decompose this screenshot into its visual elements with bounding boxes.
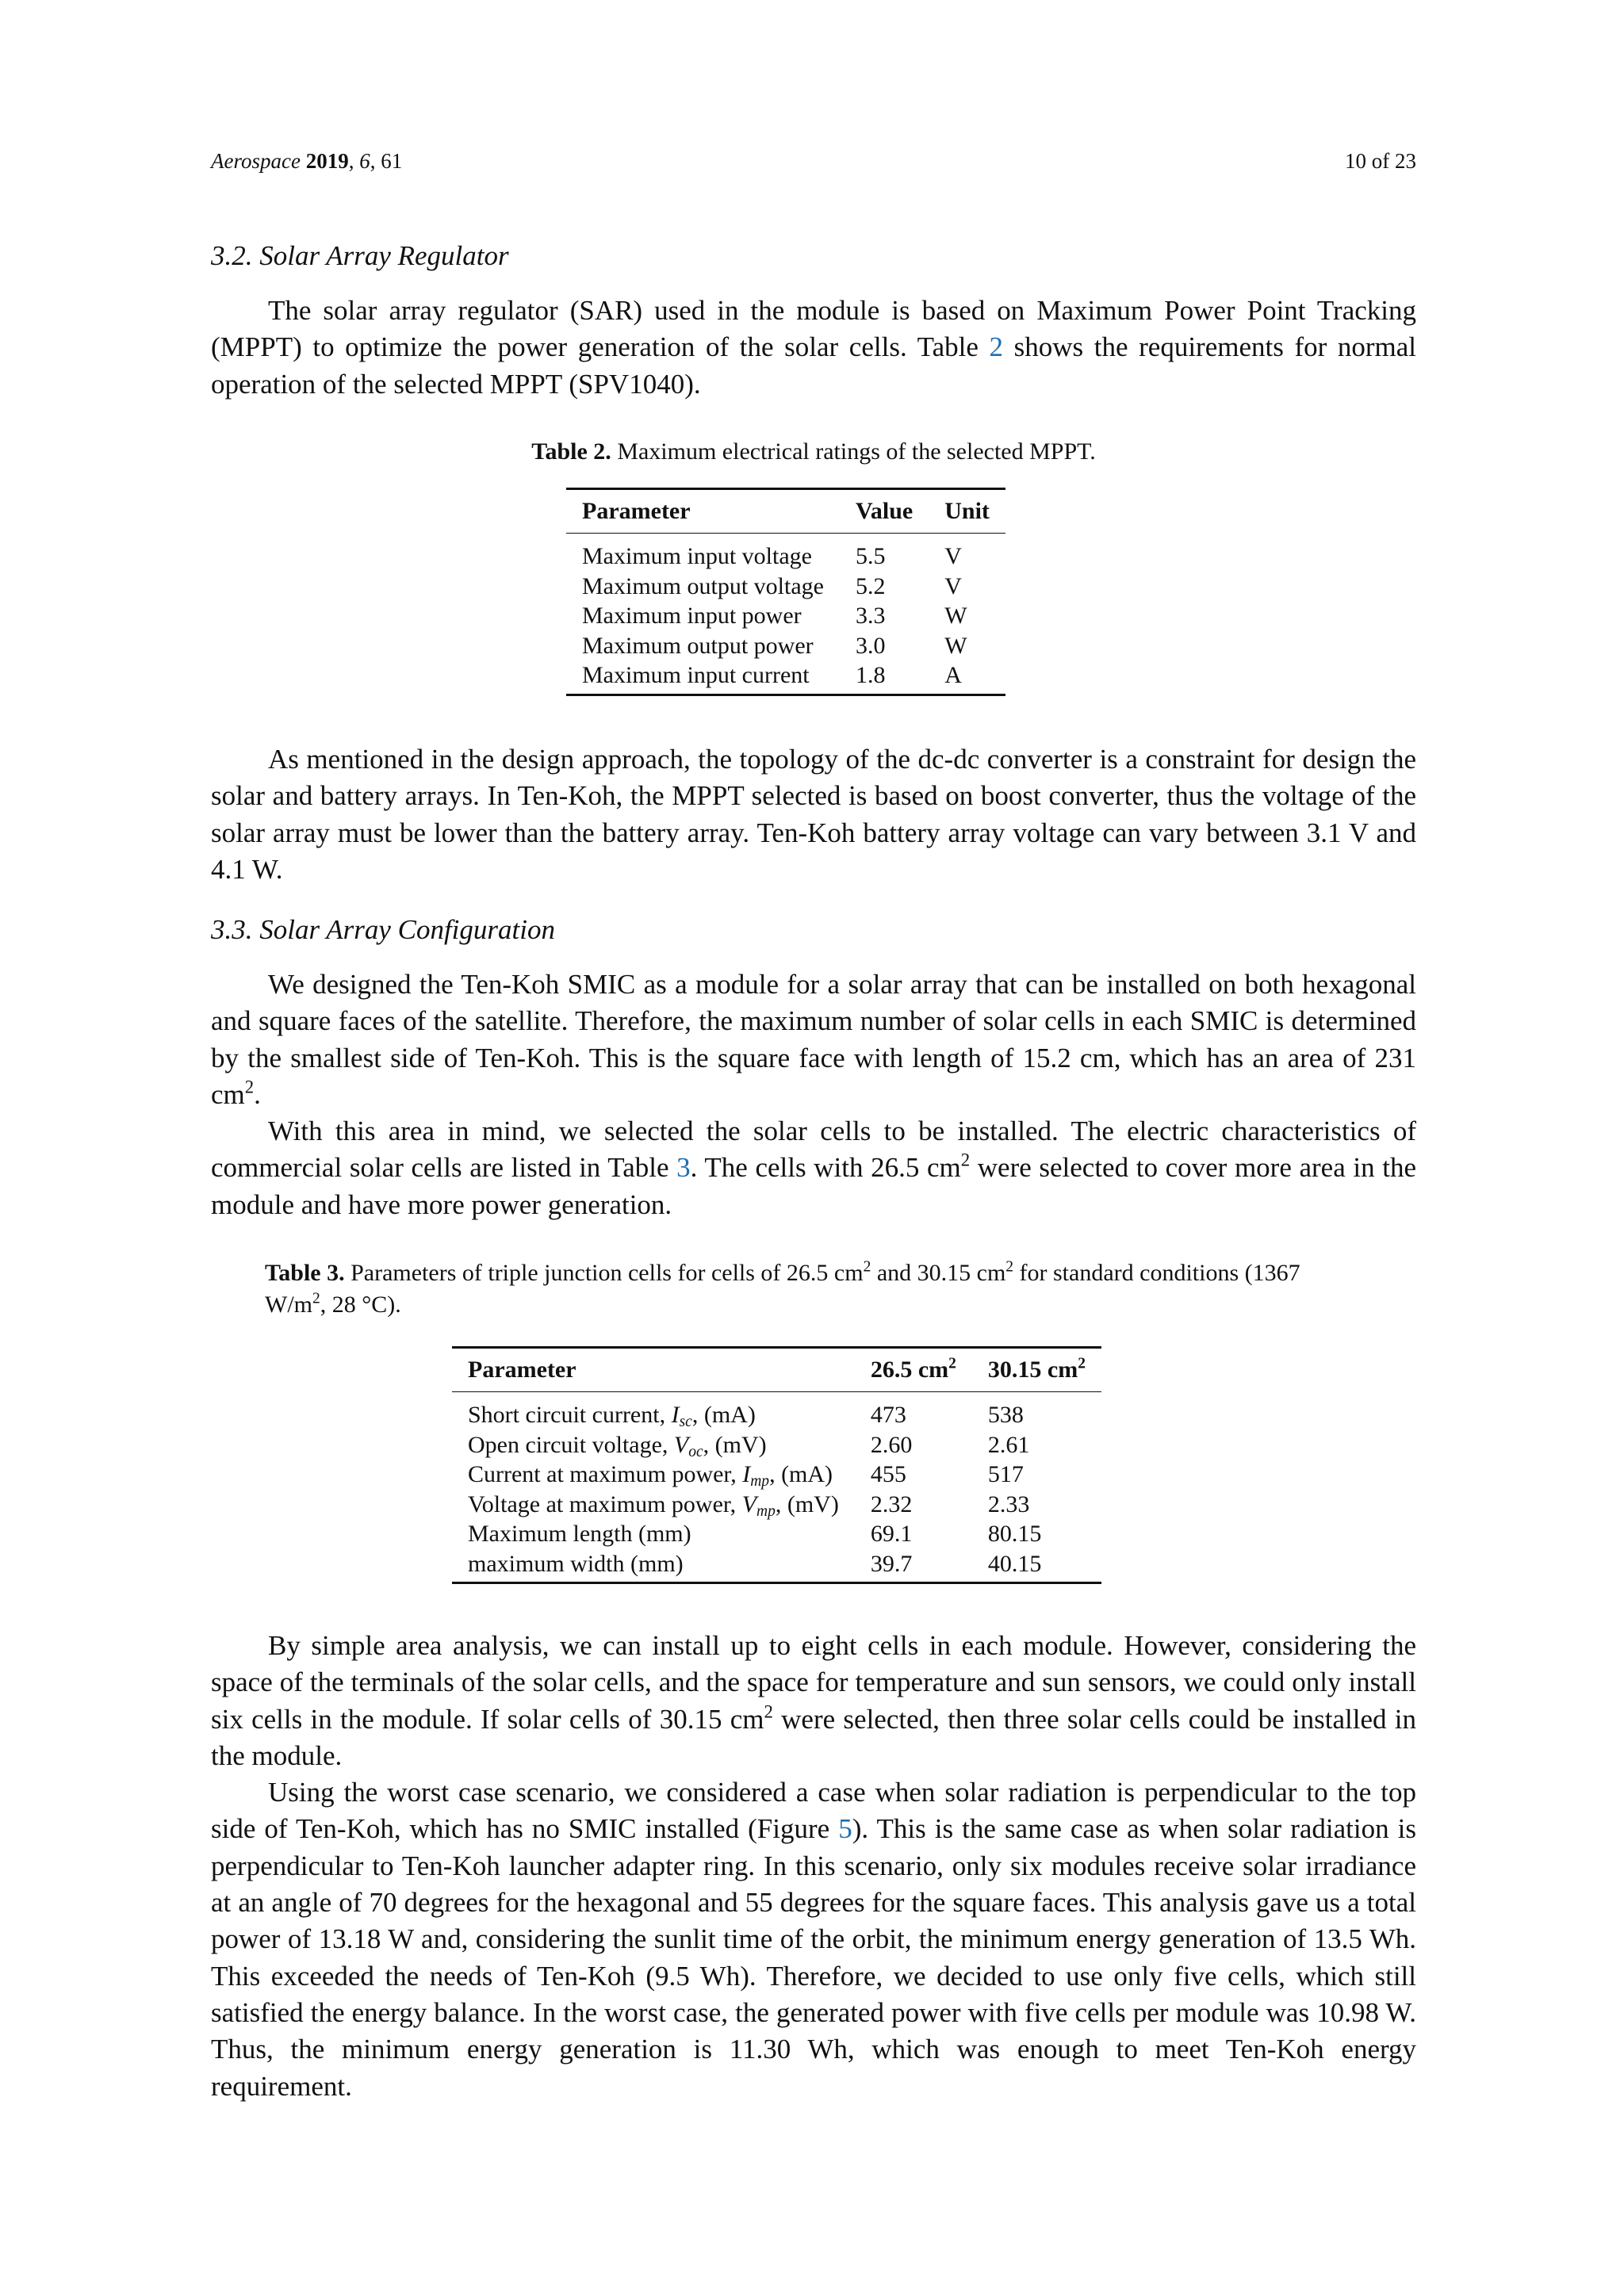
table-row: Maximum length (mm) 69.1 80.15: [468, 1521, 1042, 1547]
table-row: Maximum output power 3.0 W: [582, 632, 967, 659]
table-2-header-value: Value: [855, 498, 914, 524]
table-row: Maximum input power 3.3 W: [582, 603, 967, 629]
closing-paragraphs: By simple area analysis, we can install up to eight cells in each module. However, considering the space of the terminals of the solar cells, and the space for temperature and sun sensors, we could only install six cells in the module. If solar cells of 30.15 $cm^2$ were selected, then three solar cells could be installed in the module. Using the worst case scenario, we considered a case when solar radiation is perpendicular to the top side of Ten-Koh, which has no SMIC installed (Figure 5). This is the same case as when solar radiation is perpendicular to Ten-Koh launcher adapter ring. In this scenario, only six modules receive solar irradiance at an angle of 70 degrees for the hexagonal and 55 degrees for the square faces. This analysis gave us a total power of 13.18 W and, considering the sunlit time of the orbit, the minimum energy generation of 13.5 Wh. This exceeded the needs of Ten-Koh (9.5 Wh). Therefore, we decided to use only five cells, which still satisfied the energy balance. In the worst case, the generated power with five cells per module was 10.98 W. Thus, the minimum energy generation is 11.30 Wh, which was enough to meet Ten-Koh energy requirement.: [211, 1630, 1416, 2102]
table-row: Maximum input voltage 5.5 V: [582, 543, 962, 569]
section-title-3-3: 3.3. Solar Array Configuration: [211, 914, 555, 945]
table-row: Voltage at maximum power, $V_{mp}$, (mV) 2.32 2.33: [468, 1490, 1030, 1520]
table-3-caption: Table 3. Parameters of triple junction cells for cells of 26.5 $cm^2$ and 30.15 $cm^2$ for standard conditions (1367 $W/m^2$, 28 °C).: [265, 1258, 1300, 1318]
table-2: [566, 488, 1005, 696]
table-3-header-30-15: 30.15 $cm^2$: [987, 1355, 1086, 1383]
dc-dc-converter-paragraph: As mentioned in the design approach, the topology of the dc-dc converter is a constraint for design the solar and battery arrays. In Ten-Koh, the MPPT selected is based on boost converter, thus the voltage of the solar array must be lower than the battery array. Ten-Koh battery array voltage can vary between 3.1 V and 4.1 W.: [211, 744, 1416, 885]
table-row: Maximum input current 1.8 A: [582, 662, 962, 688]
table-2-header-unit: Unit: [944, 498, 990, 524]
table-2-header-parameter: Parameter: [582, 498, 691, 524]
table-row: Short circuit current, $I_{sc}$, (mA) 473 538: [468, 1402, 1024, 1430]
table-3-header-26-5: 26.5 $cm^2$: [870, 1355, 956, 1383]
table-row: Open circuit voltage, $V_{oc}$, (mV) 2.60 2.61: [468, 1431, 1030, 1460]
page-number: 10 of 23: [1345, 149, 1416, 173]
table-row: Current at maximum power, $I_{mp}$, (mA) 455 517: [468, 1461, 1024, 1490]
table-3-header-parameter: Parameter: [468, 1357, 576, 1383]
table-3: [452, 1346, 1101, 1584]
table-row: Maximum output voltage 5.2 V: [582, 572, 962, 599]
table-2-caption: Table 2. Maximum electrical ratings of the selected MPPT.: [531, 438, 1096, 465]
section-title-3-2: 3.2. Solar Array Regulator: [211, 240, 509, 271]
section-3-3-paragraphs: We designed the Ten-Koh SMIC as a module for a solar array that can be installed on both hexagonal and square faces of the satellite. Therefore, the maximum number of solar cells in each SMIC is determined by the smallest side of Ten-Koh. This is the square face with length of 15.2 cm, which has an area of 231 $cm^2$. With this area in mind, we selected the solar cells to be installed. The electric characteristics of commercial solar cells are listed in Table 3. The cells with 26.5 $cm^2$ were selected to cover more area in the module and have more power generation.: [211, 969, 1416, 1220]
table-2-link[interactable]: 2: [989, 331, 1004, 363]
table-3-link[interactable]: 3: [676, 1152, 691, 1184]
section-3-2-paragraph: The solar array regulator (SAR) used in the module is based on Maximum Power Point Tracking (MPPT) to optimize the power generation of the solar cells. Table 2 shows the requirements for normal operation of the selected MPPT (SPV1040).: [211, 295, 1416, 400]
table-row: maximum width (mm) 39.7 40.15: [468, 1550, 1042, 1577]
figure-5-link[interactable]: 5: [838, 1813, 852, 1845]
journal-citation: Aerospace 2019, 6, 61: [211, 149, 403, 173]
